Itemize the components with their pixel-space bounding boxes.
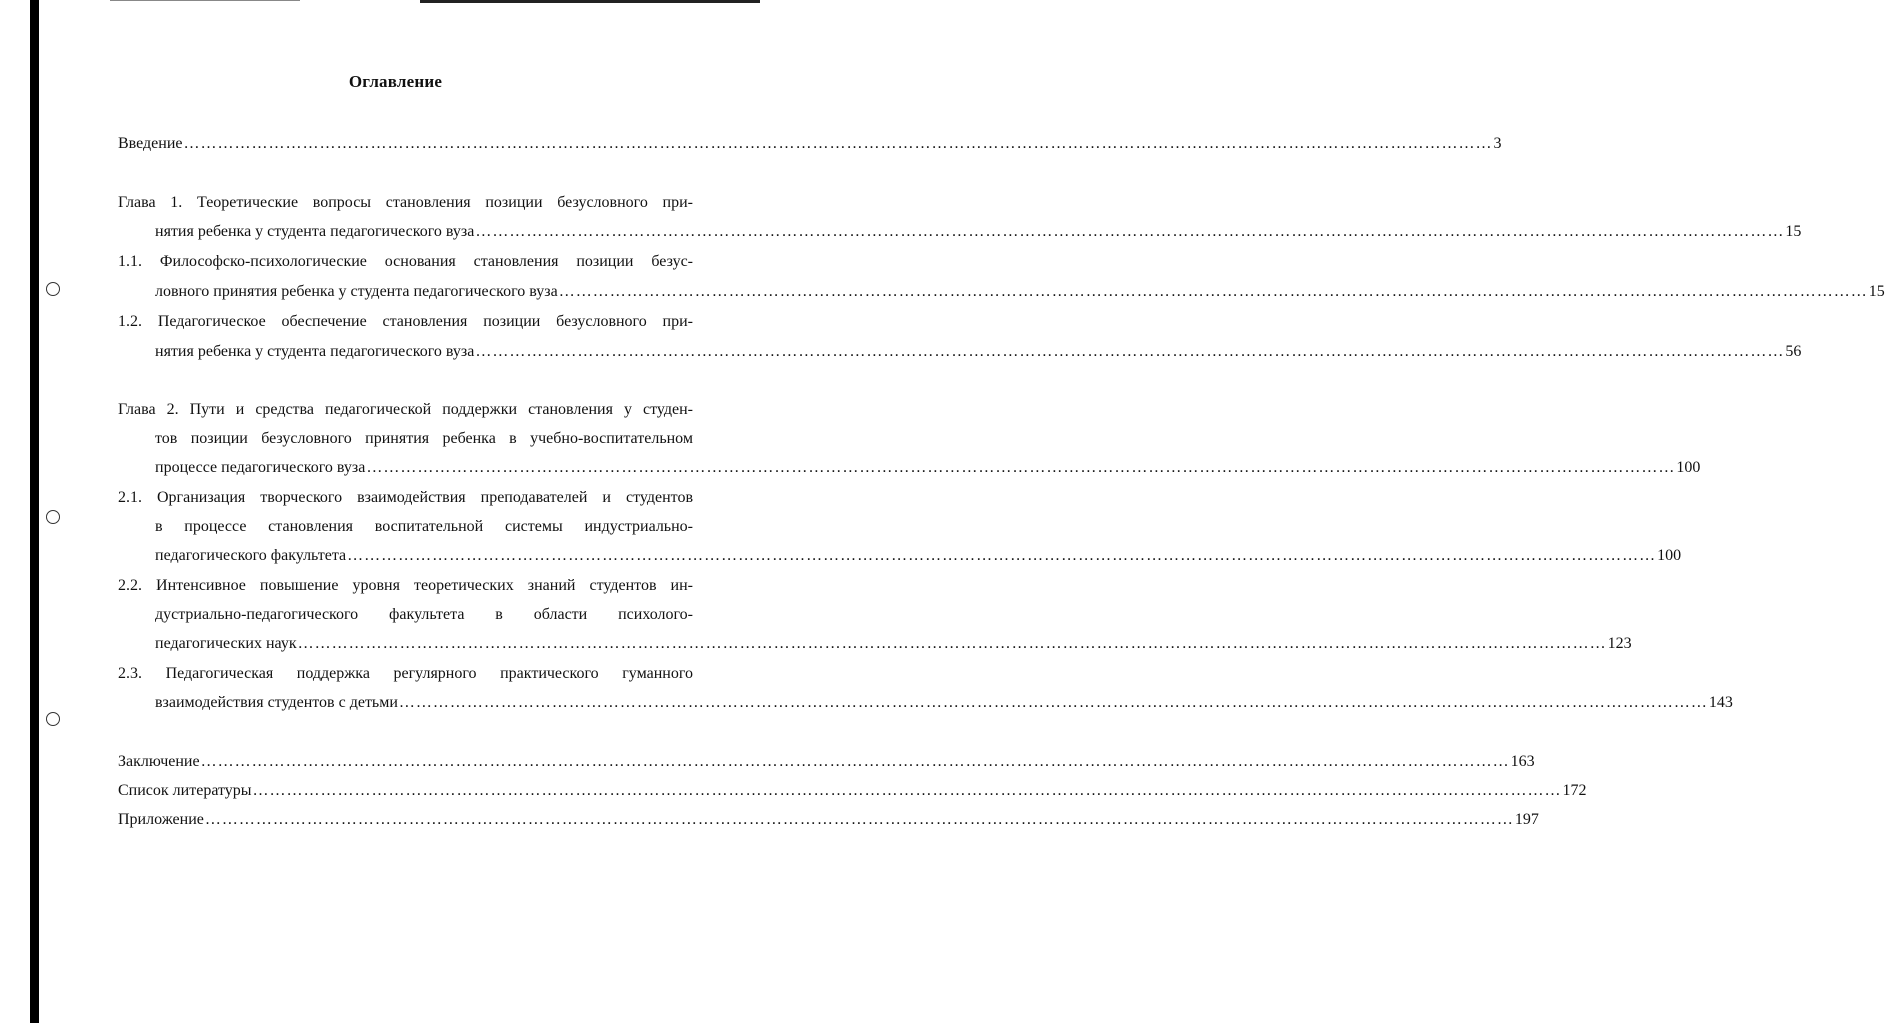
page-number: 15 <box>1785 223 1802 240</box>
scan-top-edge <box>420 0 760 3</box>
dot-leader: …………………………………………………………………………………………………………………………………………………………………………………………………………… <box>366 459 1676 476</box>
toc-entry-section-1-1-cont[interactable]: ловного принятия ребенка у студента педагогического вуза …………………………………………………………………………………………………………………………………………………………………………………………………………… 15 <box>155 283 1885 300</box>
page-number: 56 <box>1785 343 1802 360</box>
dot-leader: …………………………………………………………………………………………………………………………………………………………………………………………………………… <box>347 547 1657 564</box>
toc-entry-appendix[interactable]: Приложение …………………………………………………………………………………………………………………………………………………………………………………………………………… 197 <box>118 811 1539 828</box>
toc-entry-section-2-3-cont[interactable]: взаимодействия студентов с детьми …………………………………………………………………………………………………………………………………………………………………………………………………………… 143 <box>155 694 1733 711</box>
dot-leader: …………………………………………………………………………………………………………………………………………………………………………………………………………… <box>558 283 1868 300</box>
page-number: 3 <box>1493 135 1502 152</box>
page-title: Оглавление <box>348 72 443 91</box>
scan-top-edge-left <box>110 0 300 1</box>
toc-entry-section-2-1[interactable]: 2.1. Организация творческого взаимодействия преподавателей и студентов <box>118 489 693 506</box>
toc-entry-section-2-2[interactable]: 2.2. Интенсивное повышение уровня теоретических знаний студентов ин- <box>118 577 693 594</box>
toc-entry-chapter-2-cont[interactable]: тов позиции безусловного принятия ребенка в учебно-воспитательном <box>155 430 693 447</box>
punch-hole-mark <box>46 282 60 296</box>
toc-entry-section-1-2[interactable]: 1.2. Педагогическое обеспечение становления позиции безусловного при- <box>118 313 693 330</box>
page-number: 197 <box>1514 811 1539 828</box>
page-number: 172 <box>1562 782 1587 799</box>
toc-entry-section-2-1-cont[interactable]: в процессе становления воспитательной системы индустриально- <box>155 518 693 535</box>
toc-entry-section-2-3[interactable]: 2.3. Педагогическая поддержка регулярного практического гуманного <box>118 665 693 682</box>
dot-leader: …………………………………………………………………………………………………………………………………………………………………………………………………………… <box>183 135 1493 152</box>
punch-hole-mark <box>46 510 60 524</box>
page-number: 143 <box>1708 694 1733 711</box>
page-number: 100 <box>1657 547 1682 564</box>
toc-entry-section-2-2-cont2[interactable]: педагогических наук …………………………………………………………………………………………………………………………………………………………………………………………………………… 123 <box>155 635 1632 652</box>
dot-leader: …………………………………………………………………………………………………………………………………………………………………………………………………………… <box>204 811 1514 828</box>
dot-leader: …………………………………………………………………………………………………………………………………………………………………………………………………………… <box>200 753 1510 770</box>
toc-entry-chapter-2[interactable]: Глава 2. Пути и средства педагогической поддержки становления у студен- <box>118 401 693 418</box>
toc-entry-section-1-1[interactable]: 1.1. Философско-психологические основания становления позиции безус- <box>118 253 693 270</box>
toc-entry-chapter-2-cont2[interactable]: процессе педагогического вуза …………………………………………………………………………………………………………………………………………………………………………………………………………… 100 <box>155 459 1701 476</box>
toc-entry-introduction[interactable]: Введение …………………………………………………………………………………………………………………………………………………………………………………………………………… 3 <box>118 135 1502 152</box>
toc-entry-chapter-1-cont[interactable]: нятия ребенка у студента педагогического вуза …………………………………………………………………………………………………………………………………………………………………………………………………………… 15 <box>155 223 1802 240</box>
dot-leader: …………………………………………………………………………………………………………………………………………………………………………………………………………… <box>398 694 1708 711</box>
toc-entry-literature[interactable]: Список литературы …………………………………………………………………………………………………………………………………………………………………………………………………………… 172 <box>118 782 1587 799</box>
page-number: 15 <box>1868 283 1885 300</box>
dot-leader: …………………………………………………………………………………………………………………………………………………………………………………………………………… <box>475 343 1785 360</box>
toc-entry-section-1-2-cont[interactable]: нятия ребенка у студента педагогического вуза …………………………………………………………………………………………………………………………………………………………………………………………………………… 56 <box>155 343 1802 360</box>
toc-entry-chapter-1[interactable]: Глава 1. Теоретические вопросы становления позиции безусловного при- <box>118 194 693 211</box>
page-number: 163 <box>1510 753 1535 770</box>
toc-entry-conclusion[interactable]: Заключение …………………………………………………………………………………………………………………………………………………………………………………………………………… 163 <box>118 753 1535 770</box>
toc-entry-section-2-1-cont2[interactable]: педагогического факультета …………………………………………………………………………………………………………………………………………………………………………………………………………… 100 <box>155 547 1682 564</box>
punch-hole-mark <box>46 712 60 726</box>
dot-leader: …………………………………………………………………………………………………………………………………………………………………………………………………………… <box>297 635 1607 652</box>
page-number: 123 <box>1607 635 1632 652</box>
toc-entry-section-2-2-cont[interactable]: дустриально-педагогического факультета в области психолого- <box>155 606 693 623</box>
dot-leader: …………………………………………………………………………………………………………………………………………………………………………………………………………… <box>475 223 1785 240</box>
dot-leader: …………………………………………………………………………………………………………………………………………………………………………………………………………… <box>252 782 1562 799</box>
page-number: 100 <box>1676 459 1701 476</box>
scan-edge-bar <box>30 0 39 1023</box>
